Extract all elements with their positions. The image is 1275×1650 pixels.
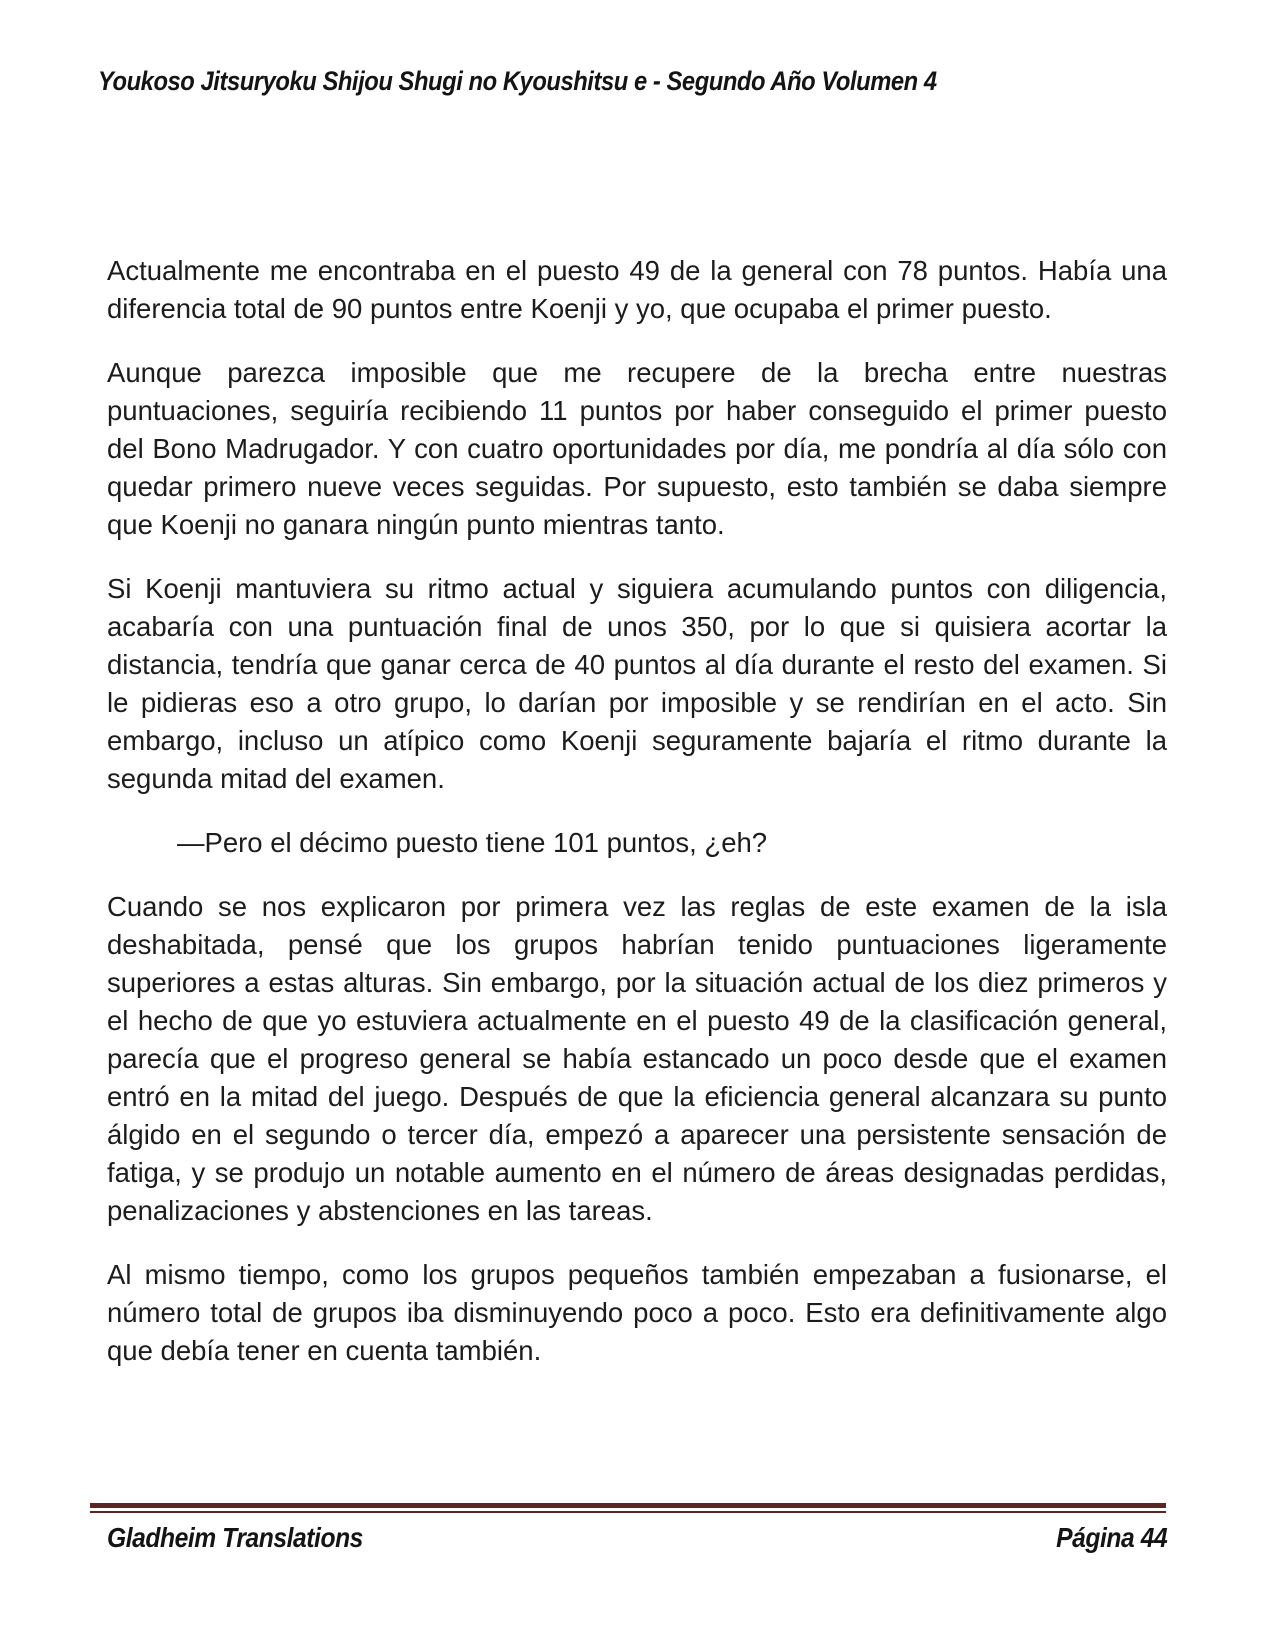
dialogue-line: —Pero el décimo puesto tiene 101 puntos, ¿eh? — [177, 827, 768, 858]
paragraph: Actualmente me encontraba en el puesto 49 de la general con 78 puntos. Había una diferencia total de 90 puntos entre Koenji y yo, que ocupaba el primer puesto. — [107, 255, 1167, 324]
paragraph: Cuando se nos explicaron por primera vez las reglas de este examen de la isla deshabitada, pensé que los grupos habrían tenido puntuaciones ligeramente superiores a estas alturas. Sin embargo, por la situación actual de los diez primeros y el hecho de que yo estuviera actualmente en el puesto 49 de la clasificación general, parecía que el progreso general se había estancado un poco desde que el examen entró en la mitad del juego. Después de que la eficiencia general alcanzara su punto álgido en el segundo o tercer día, empezó a aparecer una persistente sensación de fatiga, y se produjo un notable aumento en el número de áreas designadas perdidas, penalizaciones y abstenciones en las tareas. — [107, 891, 1167, 1226]
footer-divider-rule — [90, 1503, 1166, 1513]
body-text — [107, 252, 1167, 1396]
footer-translator-credit: Gladheim Translations — [107, 1522, 363, 1553]
page-header — [98, 66, 1178, 97]
page-footer — [107, 1522, 1167, 1554]
footer-page-number: Página 44 — [1055, 1522, 1167, 1553]
paragraph: Si Koenji mantuviera su ritmo actual y siguiera acumulando puntos con diligencia, acabaría con una puntuación final de unos 350, por lo que si quisiera acortar la distancia, tendría que ganar cerca de 40 puntos al día durante el resto del examen. Si le pidieras eso a otro grupo, lo darían por imposible y se rendirían en el acto. Sin embargo, incluso un atípico como Koenji seguramente bajaría el ritmo durante la segunda mitad del examen. — [107, 573, 1167, 794]
paragraph: Al mismo tiempo, como los grupos pequeños también empezaban a fusionarse, el número total de grupos iba disminuyendo poco a poco. Esto era definitivamente algo que debía tener en cuenta también. — [107, 1259, 1167, 1366]
document-title: Youkoso Jitsuryoku Shijou Shugi no Kyoushitsu e - Segundo Año Volumen 4 — [98, 66, 937, 96]
paragraph: Aunque parezca imposible que me recupere de la brecha entre nuestras puntuaciones, seguiría recibiendo 11 puntos por haber conseguido el primer puesto del Bono Madrugador. Y con cuatro oportunidades por día, me pondría al día sólo con quedar primero nueve veces seguidas. Por supuesto, esto también se daba siempre que Koenji no ganara ningún punto mientras tanto. — [107, 357, 1167, 540]
